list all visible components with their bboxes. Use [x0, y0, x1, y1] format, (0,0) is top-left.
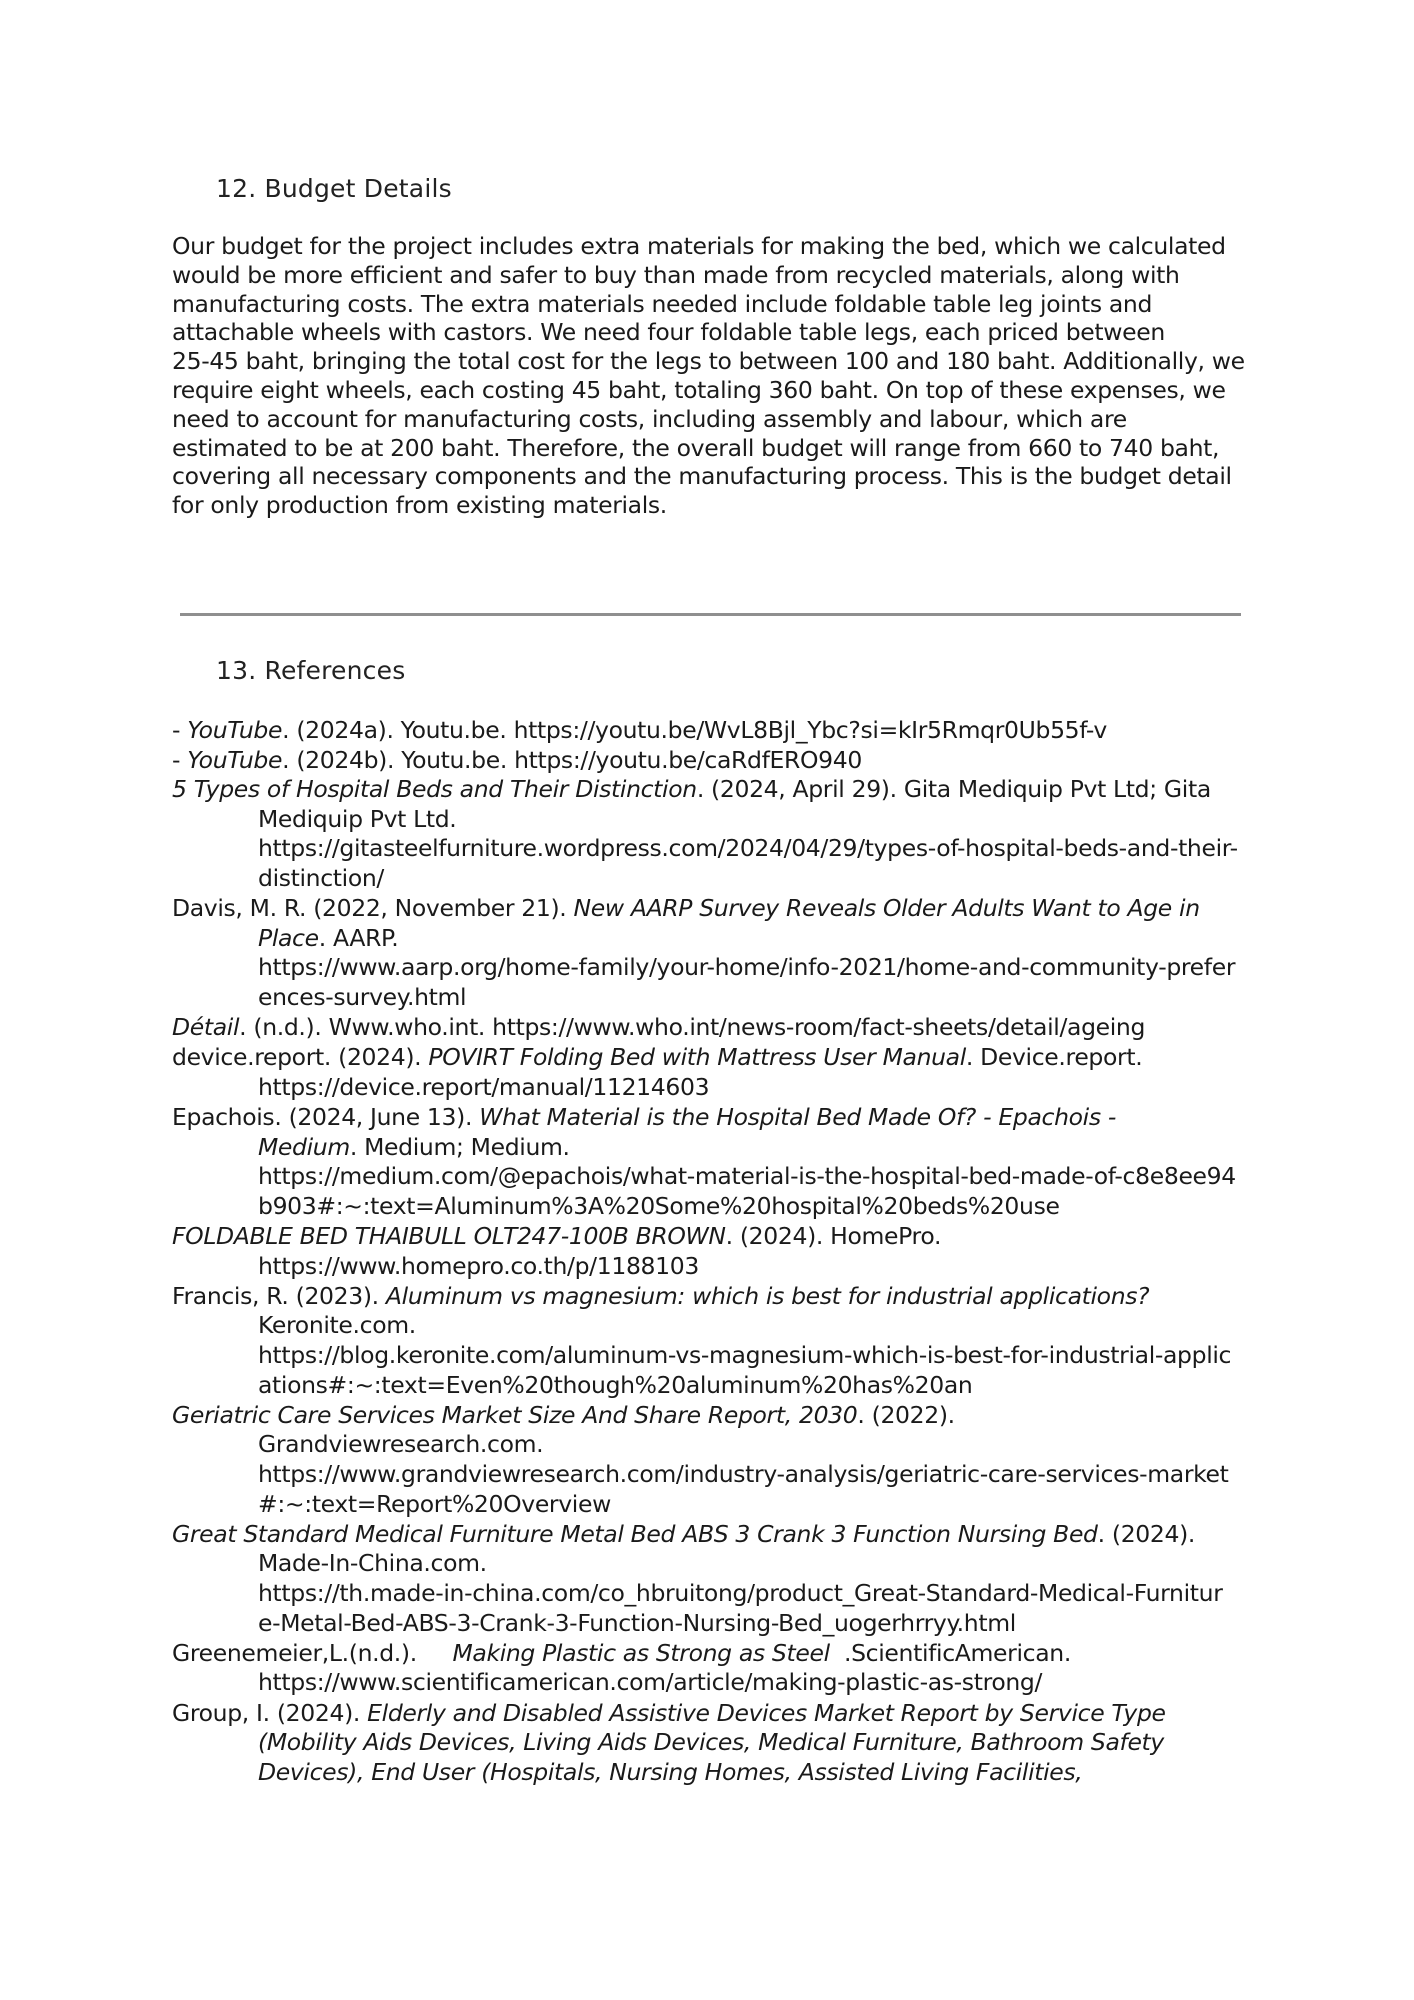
reference-entry	[172, 775, 1282, 893]
budget-heading: 12. Budget Details	[216, 174, 452, 203]
budget-line: need to account for manufacturing costs, including assembly and labour, which are	[172, 404, 1127, 433]
budget-line: estimated to be at 200 baht. Therefore, the overall budget will range from 660 to 740 baht,	[172, 433, 1220, 462]
ref-url[interactable]: distinction/	[258, 863, 384, 892]
ref-url[interactable]: https://medium.com/@epachois/what-material-is-the-hospital-bed-made-of-c8e8ee94	[258, 1162, 1236, 1191]
reference-entry	[172, 1639, 1282, 1698]
ref-title: Making Plastic as Strong as Steel	[452, 1638, 830, 1667]
ref-title: 5 Types of Hospital Beds and Their Distinction	[172, 775, 697, 804]
reference-entry	[172, 1401, 1282, 1519]
reference-entry	[172, 716, 1282, 746]
budget-line: attachable wheels with castors. We need four foldable table legs, each priced between	[172, 318, 1165, 347]
reference-entry	[172, 1043, 1282, 1102]
section-divider	[180, 613, 1241, 616]
ref-text: device.report. (2024).	[172, 1043, 429, 1072]
ref-title: Elderly and Disabled Assistive Devices Market Report by Service Type	[367, 1698, 1166, 1727]
ref-url[interactable]: . (2024a). Youtu.be. https://youtu.be/WvL8Bjl_Ybc?si=kIr5Rmqr0Ub55f-v	[282, 716, 1107, 744]
ref-text: Keronite.com.	[258, 1311, 416, 1340]
ref-text: .ScientificAmerican.	[829, 1638, 1071, 1667]
ref-text: . (2024).	[1097, 1519, 1196, 1548]
ref-title: Medium	[258, 1132, 350, 1161]
reference-entry	[172, 746, 1282, 776]
ref-url[interactable]: https://th.made-in-china.com/co_hbruitong/product_Great-Standard-Medical-Furnitur	[258, 1578, 1223, 1607]
ref-title: Détail	[172, 1013, 240, 1042]
ref-title: What Material is the Hospital Bed Made Of? - Epachois -	[479, 1103, 1116, 1132]
ref-text: -	[172, 716, 188, 744]
reference-entry	[172, 1282, 1282, 1400]
ref-title: Aluminum vs magnesium: which is best for industrial applications?	[385, 1281, 1150, 1310]
ref-title: FOLDABLE BED THAIBULL OLT247-100B BROWN	[172, 1222, 726, 1251]
ref-title: New AARP Survey Reveals Older Adults Want to Age in	[573, 894, 1200, 923]
ref-text: . (2024). HomePro.	[725, 1222, 942, 1251]
ref-title: Place	[258, 923, 319, 952]
reference-entry	[172, 1222, 1282, 1281]
budget-line: 25-45 baht, bringing the total cost for the legs to between 100 and 180 baht. Additionally, we	[172, 347, 1245, 376]
ref-text: . (2024, April 29). Gita Mediquip Pvt Ltd; Gita	[696, 775, 1211, 804]
ref-url[interactable]: https://www.aarp.org/home-family/your-home/info-2021/home-and-community-prefer	[258, 953, 1236, 982]
ref-title: Geriatric Care Services Market Size And Share Report, 2030	[172, 1400, 858, 1429]
ref-text: Mediquip Pvt Ltd.	[258, 804, 457, 833]
reference-entry	[172, 1013, 1282, 1043]
budget-paragraph	[172, 232, 1262, 520]
ref-url[interactable]: . (2024b). Youtu.be. https://youtu.be/caRdfERO940	[282, 745, 862, 774]
reference-entry	[172, 1520, 1282, 1638]
reference-list	[172, 716, 1282, 1788]
ref-url[interactable]: https://www.scientificamerican.com/article/making-plastic-as-strong/	[258, 1668, 1043, 1697]
ref-url[interactable]: https://www.grandviewresearch.com/industry-analysis/geriatric-care-services-market	[258, 1460, 1229, 1488]
ref-url[interactable]: b903#:~:text=Aluminum%3A%20Some%20hospital%20beds%20use	[258, 1191, 1060, 1220]
ref-title: Devices), End User (Hospitals, Nursing Homes, Assisted Living Facilities,	[258, 1757, 1083, 1786]
ref-text: . Device.report.	[965, 1043, 1143, 1072]
ref-text: Group, I. (2024).	[172, 1698, 368, 1727]
budget-line: covering all necessary components and the manufacturing process. This is the budget detail	[172, 462, 1232, 491]
ref-title: YouTube	[187, 745, 283, 774]
ref-url[interactable]: e-Metal-Bed-ABS-3-Crank-3-Function-Nursing-Bed_uogerhrryy.html	[258, 1608, 1016, 1637]
ref-url[interactable]: ations#:~:text=Even%20though%20aluminum%20has%20an	[258, 1370, 973, 1399]
ref-text: Davis, M. R. (2022, November 21).	[172, 894, 574, 923]
ref-text: . Medium; Medium.	[349, 1132, 570, 1161]
ref-text: Epachois. (2024, June 13).	[172, 1103, 480, 1132]
ref-url[interactable]: . (n.d.). Www.who.int. https://www.who.int/news-room/fact-sheets/detail/ageing	[239, 1013, 1146, 1042]
ref-text: -	[172, 745, 188, 774]
budget-line: for only production from existing materials.	[172, 491, 667, 520]
ref-url[interactable]: ences-survey.html	[258, 982, 467, 1011]
ref-text: . (2022).	[857, 1400, 955, 1429]
ref-url[interactable]: #:~:text=Report%20Overview	[258, 1489, 611, 1518]
ref-url[interactable]: https://gitasteelfurniture.wordpress.com/2024/04/29/types-of-hospital-beds-and-their-	[258, 834, 1238, 863]
ref-text: Grandviewresearch.com.	[258, 1430, 544, 1459]
reference-entry	[172, 1699, 1282, 1788]
ref-title: POVIRT Folding Bed with Mattress User Manual	[428, 1043, 966, 1072]
ref-text: . AARP.	[318, 923, 399, 952]
ref-text: Made-In-China.com.	[258, 1549, 487, 1578]
ref-text: Greenemeier,L.(n.d.).	[172, 1638, 453, 1667]
ref-title: (Mobility Aids Devices, Living Aids Devices, Medical Furniture, Bathroom Safety	[258, 1728, 1164, 1757]
ref-url[interactable]: https://blog.keronite.com/aluminum-vs-magnesium-which-is-best-for-industrial-applic	[258, 1341, 1232, 1370]
references-heading: 13. References	[216, 656, 406, 685]
budget-line: Our budget for the project includes extra materials for making the bed, which we calculated	[172, 232, 1226, 260]
ref-title: Great Standard Medical Furniture Metal Bed ABS 3 Crank 3 Function Nursing Bed	[172, 1519, 1098, 1548]
budget-line: would be more efficient and safer to buy than made from recycled materials, along with	[172, 260, 1180, 289]
ref-url[interactable]: https://www.homepro.co.th/p/1188103	[258, 1251, 699, 1280]
budget-line: manufacturing costs. The extra materials needed include foldable table leg joints and	[172, 289, 1153, 318]
ref-title: YouTube	[187, 716, 283, 744]
budget-line: require eight wheels, each costing 45 baht, totaling 360 baht. On top of these expenses, we	[172, 375, 1226, 404]
ref-url[interactable]: https://device.report/manual/11214603	[258, 1072, 710, 1101]
ref-text: Francis, R. (2023).	[172, 1281, 386, 1310]
reference-entry	[172, 894, 1282, 1012]
reference-entry	[172, 1103, 1282, 1221]
